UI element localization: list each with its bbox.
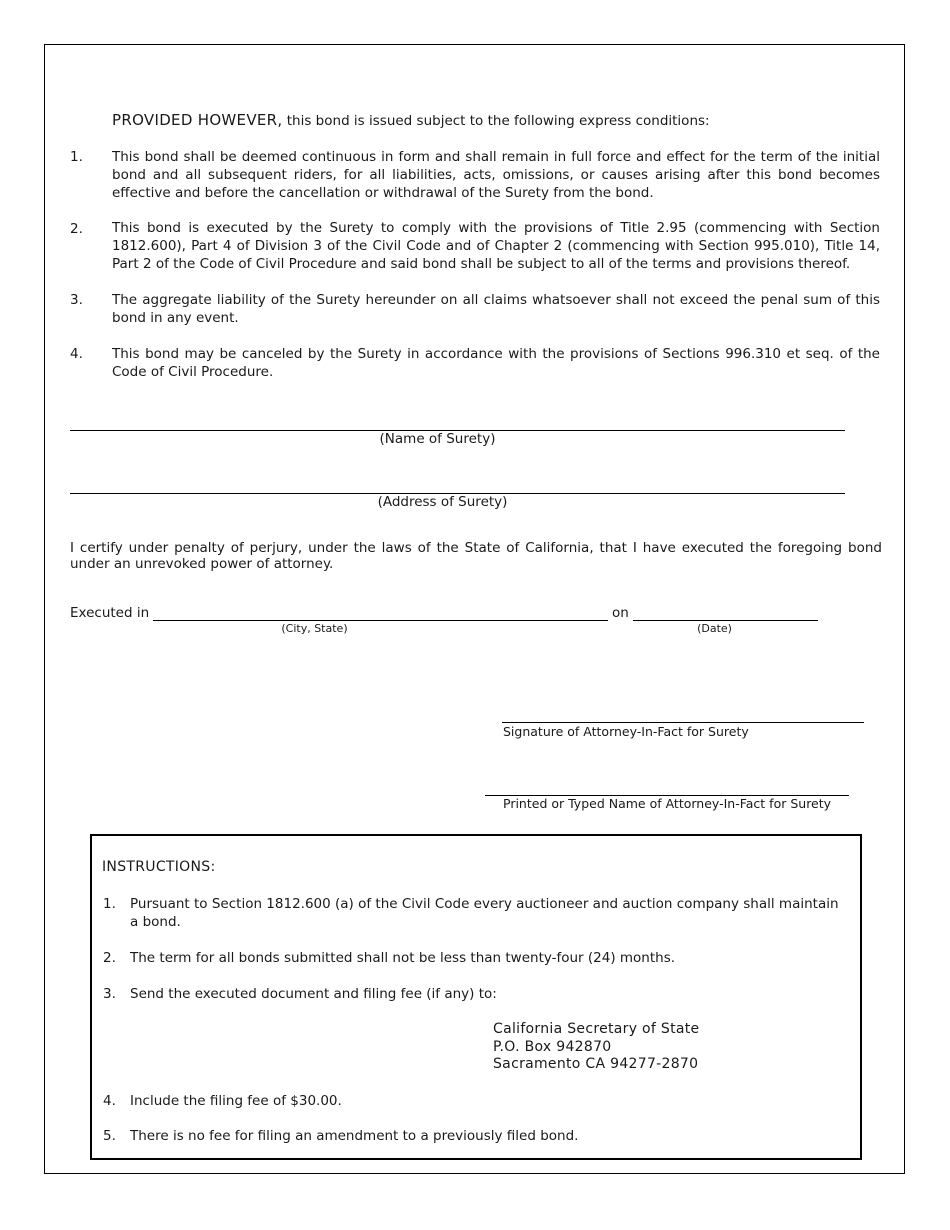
intro-lead: PROVIDED HOWEVER, — [112, 111, 283, 129]
intro-sentence — [112, 111, 710, 129]
instruction-number: 1. — [103, 896, 116, 912]
condition-number: 3. — [70, 292, 83, 308]
instruction-text: There is no fee for filing an amendment to a previously filed bond. — [130, 1128, 579, 1144]
condition-text: This bond is executed by the Surety to comply with the provisions of Title 2.95 (commencing with Section 1812.600), Part 4 of Division 3 of the Civil Code and of Chapter 2 (commencing with Section 995.010), Title 14, Part 2 of the Code of Civil Procedure and said bond shall be subject to all of the terms and provisions thereof. — [112, 220, 880, 272]
instruction-text: Pursuant to Section 1812.600 (a) of the Civil Code every auctioneer and auction company shall maintain a bond. — [130, 896, 839, 930]
instruction-text: Send the executed document and filing fee (if any) to: — [130, 986, 497, 1002]
signature-caption: Signature of Attorney-In-Fact for Surety — [503, 724, 749, 739]
address-line-3: Sacramento CA 94277-2870 — [493, 1056, 699, 1072]
condition-number: 2. — [70, 221, 83, 237]
instruction-number: 2. — [103, 950, 116, 966]
surety-address-caption: (Address of Surety) — [377, 494, 508, 510]
intro-rest: this bond is issued subject to the following express conditions: — [282, 113, 710, 129]
condition-text: The aggregate liability of the Surety hereunder on all claims whatsoever shall not exceed the penal sum of this bond in any event. — [112, 292, 880, 326]
condition-text: This bond may be canceled by the Surety in accordance with the provisions of Sections 996.310 et seq. of the Code of Civil Procedure. — [112, 346, 880, 380]
date-caption: (Date) — [697, 622, 732, 635]
printed-name-caption: Printed or Typed Name of Attorney-In-Fact for Surety — [503, 796, 832, 811]
on-label: on — [612, 605, 629, 621]
address-line-1: California Secretary of State — [493, 1021, 700, 1037]
instructions-title: INSTRUCTIONS: — [102, 859, 216, 875]
surety-name-caption: (Name of Surety) — [379, 431, 496, 447]
signature-line[interactable] — [502, 722, 864, 723]
mailing-address — [493, 1021, 699, 1074]
instruction-text: The term for all bonds submitted shall not be less than twenty-four (24) months. — [130, 950, 676, 966]
executed-in-label: Executed in — [70, 605, 150, 621]
city-state-caption: (City, State) — [281, 622, 348, 635]
instruction-text: Include the filing fee of $30.00. — [130, 1093, 342, 1109]
date-line[interactable] — [633, 620, 818, 621]
instruction-number: 3. — [103, 986, 116, 1002]
condition-number: 1. — [70, 149, 83, 165]
instruction-number: 5. — [103, 1128, 116, 1144]
instruction-number: 4. — [103, 1093, 116, 1109]
certification-text: I certify under penalty of perjury, under the laws of the State of California, that I have executed the foregoing bond under an unrevoked power of attorney. — [70, 540, 882, 572]
city-state-line[interactable] — [153, 620, 608, 621]
address-line-2: P.O. Box 942870 — [493, 1038, 612, 1055]
condition-number: 4. — [70, 346, 83, 362]
condition-text: This bond shall be deemed continuous in form and shall remain in full force and effect for the term of the initial bond and all subsequent riders, for all liabilities, acts, omissions, or causes arising after this bond becomes effective and before the cancellation or withdrawal of the Surety from the bond. — [112, 149, 880, 201]
